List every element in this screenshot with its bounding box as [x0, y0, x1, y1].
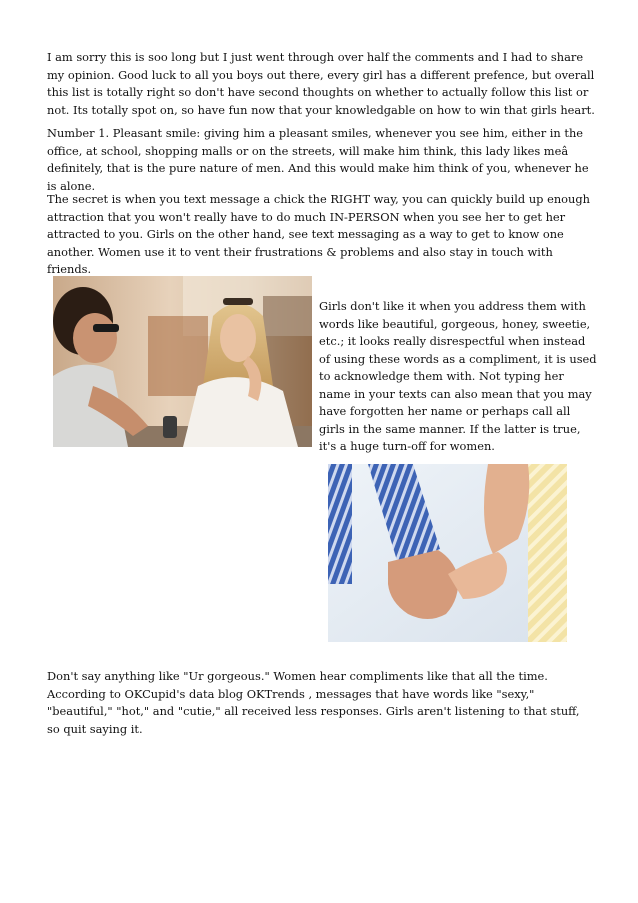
couple-cafe-photo	[53, 276, 312, 447]
side-text-compliments: Girls don't like it when you address them with words like beautiful, gorgeous, honey, sweetie, etc.; it looks really disrespectful when instead of using these words as a compliment, it is used to acknowledge them with. Not typing her name in your texts can also mean that you may have forgotten her name or perhaps call all girls in the same manner. If the latter is true, it's a huge turn-off for women.	[319, 299, 597, 453]
paragraph-text-secret: The secret is when you text message a chick the RIGHT way, you can quickly build up enough attraction that you won't really have to do much IN-PERSON when you see her to get her attracted to you. Girls on the other hand, see text messaging as a way to get to know one another. Women use it to vent their frustrations & problems and also stay in touch with friends.	[47, 192, 590, 276]
paragraph-number-one: Number 1. Pleasant smile: giving him a pleasant smiles, whenever you see him, either in the office, at school, shopping malls or on the streets, will make him think, this lady likes meâ definitely, that is the pure nature of men. And this would make him think of you, whenever he is alone.	[47, 126, 589, 193]
paragraph-dont-say: Don't say anything like "Ur gorgeous." Women hear compliments like that all the time. According to OKCupid's data blog OKTrends , messages that have words like "sexy," "beautiful," "hot," and "cutie," all received less responses. Girls aren't listening to that stuff, so quit saying it.	[47, 669, 580, 736]
holding-hands-photo	[328, 464, 567, 642]
paragraph-intro: I am sorry this is soo long but I just went through over half the comments and I had to share my opinion. Good luck to all you boys out there, every girl has a different prefence, but overall this list is totally right so don't have second thoughts on whether to actually follow this list or not. Its totally spot on, so have fun now that your knowledgable on how to win that girls heart.	[47, 50, 595, 117]
